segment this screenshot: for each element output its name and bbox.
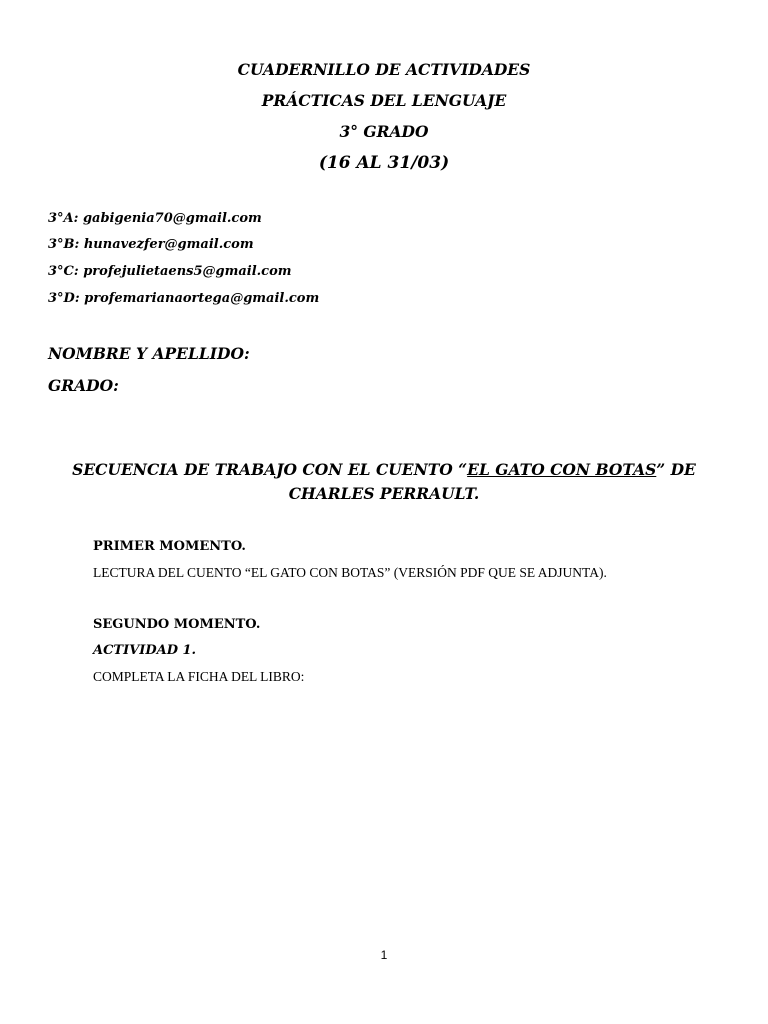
contact-email-3b: 3°B: hunavezfer@gmail.com: [48, 237, 254, 252]
contact-email-3a: 3°A: gabigenia70@gmail.com: [48, 211, 262, 226]
first-moment-heading: PRIMER MOMENTO.: [93, 539, 246, 554]
grade-field-label: GRADO:: [48, 376, 119, 395]
contact-email-3d: 3°D: profemarianaortega@gmail.com: [48, 291, 320, 306]
contact-email-3c: 3°C: profejulietaens5@gmail.com: [48, 264, 292, 279]
sequence-open-quote: “: [458, 460, 468, 479]
activity-instruction: COMPLETA LA FICHA DEL LIBRO:: [93, 669, 305, 684]
sequence-suffix: DE: [665, 460, 696, 479]
sequence-heading: [40, 458, 728, 506]
first-moment-text: LECTURA DEL CUENTO “EL GATO CON BOTAS” (VERSIÓN PDF QUE SE ADJUNTA).: [93, 565, 607, 580]
sequence-close-quote: ”: [656, 460, 666, 479]
name-field-label: NOMBRE Y APELLIDO:: [48, 344, 250, 363]
sequence-author: CHARLES PERRAULT.: [288, 484, 480, 503]
story-title: EL GATO CON BOTAS: [467, 460, 657, 479]
date-range: (16 AL 31/03): [318, 153, 450, 173]
document-title: CUADERNILLO DE ACTIVIDADES: [237, 60, 531, 79]
second-moment-heading: SEGUNDO MOMENTO.: [93, 617, 261, 632]
subject-title: PRÁCTICAS DEL LENGUAJE: [261, 91, 507, 110]
sequence-heading-line-1: [40, 458, 728, 482]
sequence-prefix: SECUENCIA DE TRABAJO CON EL CUENTO: [72, 460, 459, 479]
grade-title: 3° GRADO: [339, 122, 429, 141]
page-number: 1: [380, 948, 388, 962]
activity-label: ACTIVIDAD 1.: [93, 643, 197, 658]
